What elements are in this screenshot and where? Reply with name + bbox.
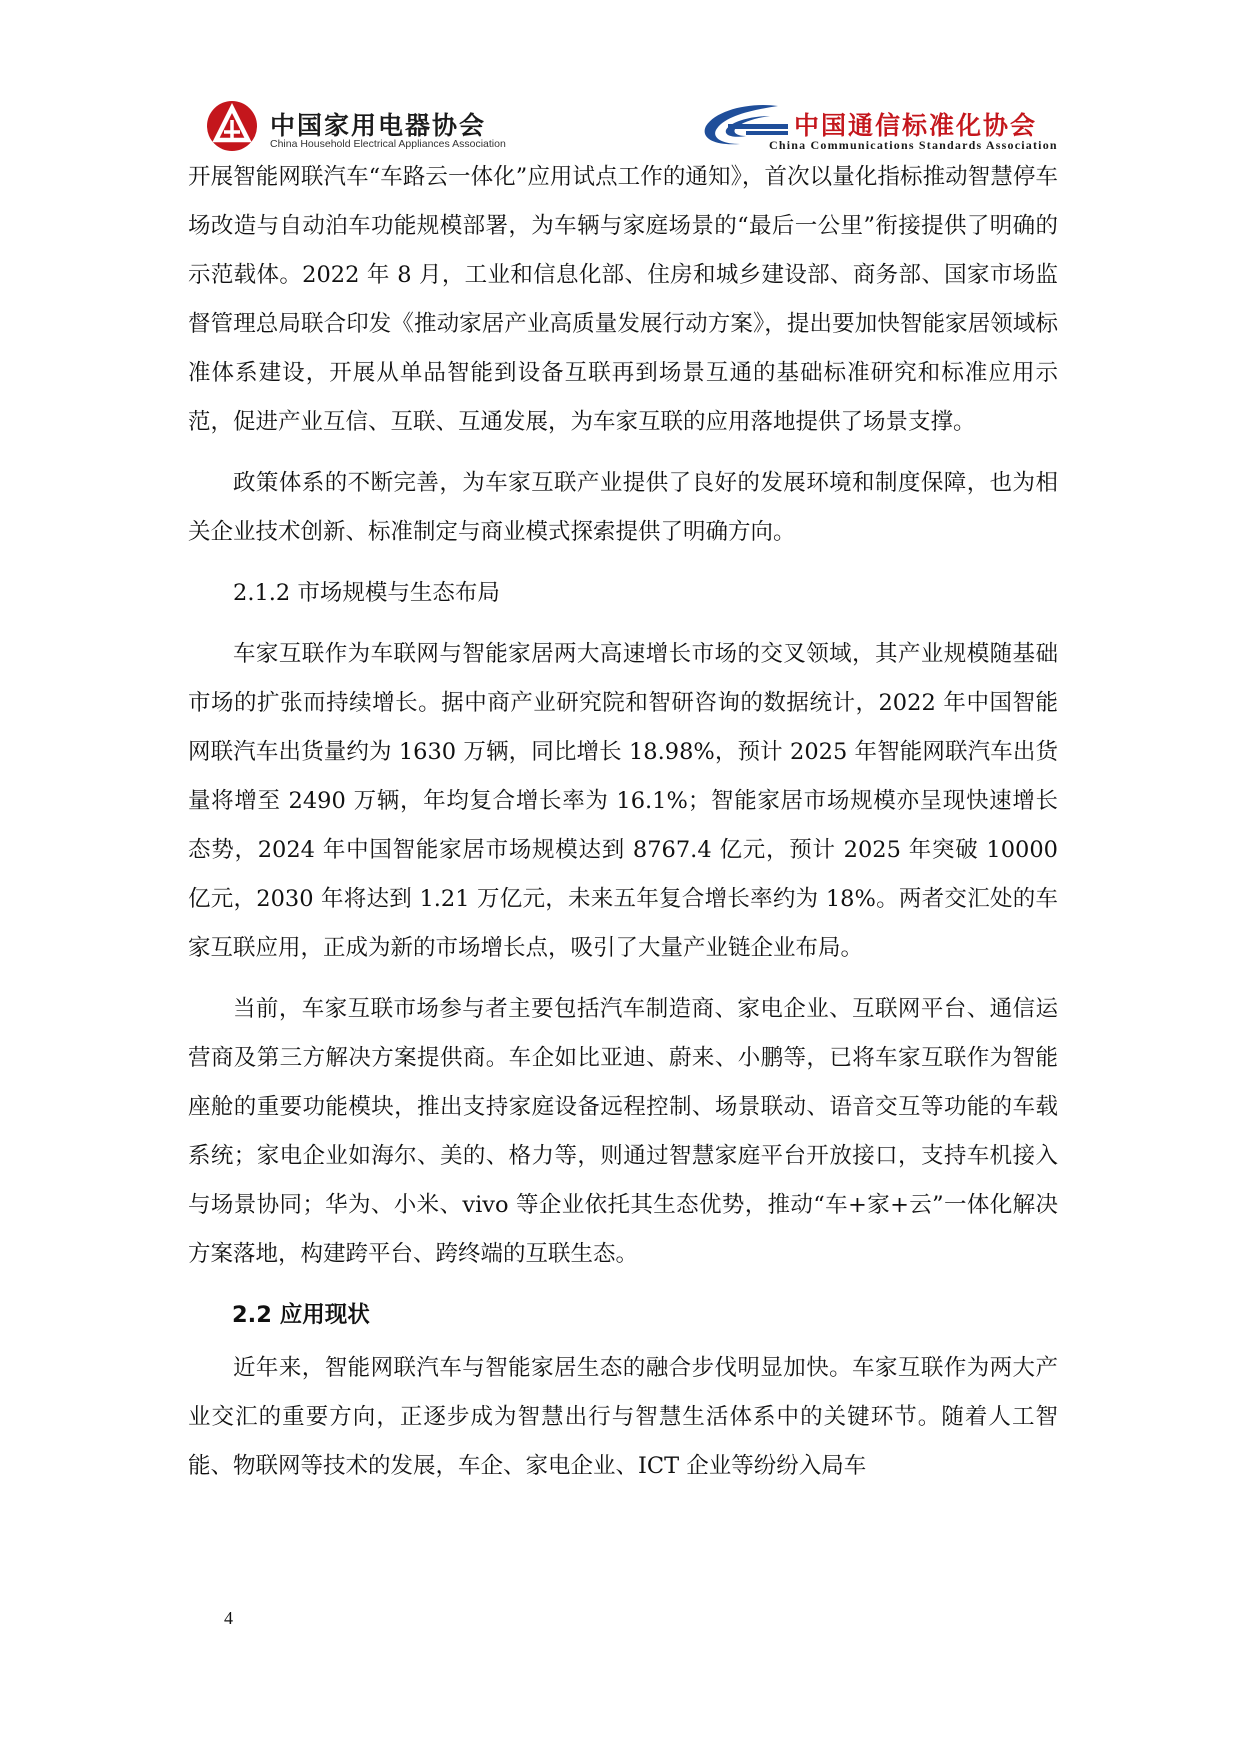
cheaa-emblem-icon [204, 100, 264, 160]
section-heading-2-1-2: 2.1.2 市场规模与生态布局 [233, 580, 500, 606]
cheaa-name-cn: 中国家用电器协会 [270, 111, 487, 140]
paragraph-application-status: 近年来，智能网联汽车与智能家居生态的融合步伐明显加快。车家互联作为两大产业交汇的重要方向，正逐步成为智慧出行与智慧生活体系中的关键环节。随着人工智能、物联网等技术的发展，车企、家电企业、ICT 企业等纷纷入局车 [188, 1355, 1058, 1479]
ccsa-logo [700, 100, 1060, 160]
page-number: 4 [224, 1608, 233, 1628]
paragraph-policy-summary: 政策体系的不断完善，为车家互联产业提供了良好的发展环境和制度保障，也为相关企业技术创新、标准制定与商业模式探索提供了明确方向。 [188, 470, 1058, 545]
page-header [0, 0, 1240, 160]
document-body [188, 153, 1058, 1491]
paragraph-ecosystem: 当前，车家互联市场参与者主要包括汽车制造商、家电企业、互联网平台、通信运营商及第三方解决方案提供商。车企如比亚迪、蔚来、小鹏等，已将车家互联作为智能座舱的重要功能模块，推出支持家庭设备远程控制、场景联动、语音交互等功能的车载系统；家电企业如海尔、美的、格力等，则通过智慧家庭平台开放接口，支持车机接入与场景协同；华为、小米、vivo 等企业依托其生态优势，推动“车+家+云”一体化解决方案落地，构建跨平台、跨终端的互联生态。 [188, 996, 1058, 1267]
section-heading-2-2: 2.2 应用现状 [232, 1302, 370, 1328]
cheaa-name-en: China Household Electrical Appliances Association [270, 138, 506, 150]
ccsa-name-cn: 中国通信标准化协会 [794, 111, 1038, 140]
ccsa-name-en: China Communications Standards Association [769, 138, 1058, 152]
paragraph-policy-continued: 开展智能网联汽车“车路云一体化”应用试点工作的通知》，首次以量化指标推动智慧停车场改造与自动泊车功能规模部署，为车辆与家庭场景的“最后一公里”衔接提供了明确的示范载体。2022 年 8 月，工业和信息化部、住房和城乡建设部、商务部、国家市场监督管理总局联合印发《推动家居产业高质量发展行动方案》，提出要加快智能家居领域标准体系建设，开展从单品智能到设备互联再到场景互通的基础标准研究和标准应用示范，促进产业互信、互联、互通发展，为车家互联的应用落地提供了场景支撑。 [188, 164, 1058, 435]
paragraph-market-size: 车家互联作为车联网与智能家居两大高速增长市场的交叉领域，其产业规模随基础市场的扩张而持续增长。据中商产业研究院和智研咨询的数据统计，2022 年中国智能网联汽车出货量约为 1630 万辆，同比增长 18.98%，预计 2025 年智能网联汽车出货量将增至 2490 万辆，年均复合增长率为 16.1%；智能家居市场规模亦呈现快速增长态势，2024 年中国智能家居市场规模达到 8767.4 亿元，预计 2025 年突破 10000 亿元，2030 年将达到 1.21 万亿元，未来五年复合增长率约为 18%。两者交汇处的车家互联应用，正成为新的市场增长点，吸引了大量产业链企业布局。 [188, 641, 1058, 961]
